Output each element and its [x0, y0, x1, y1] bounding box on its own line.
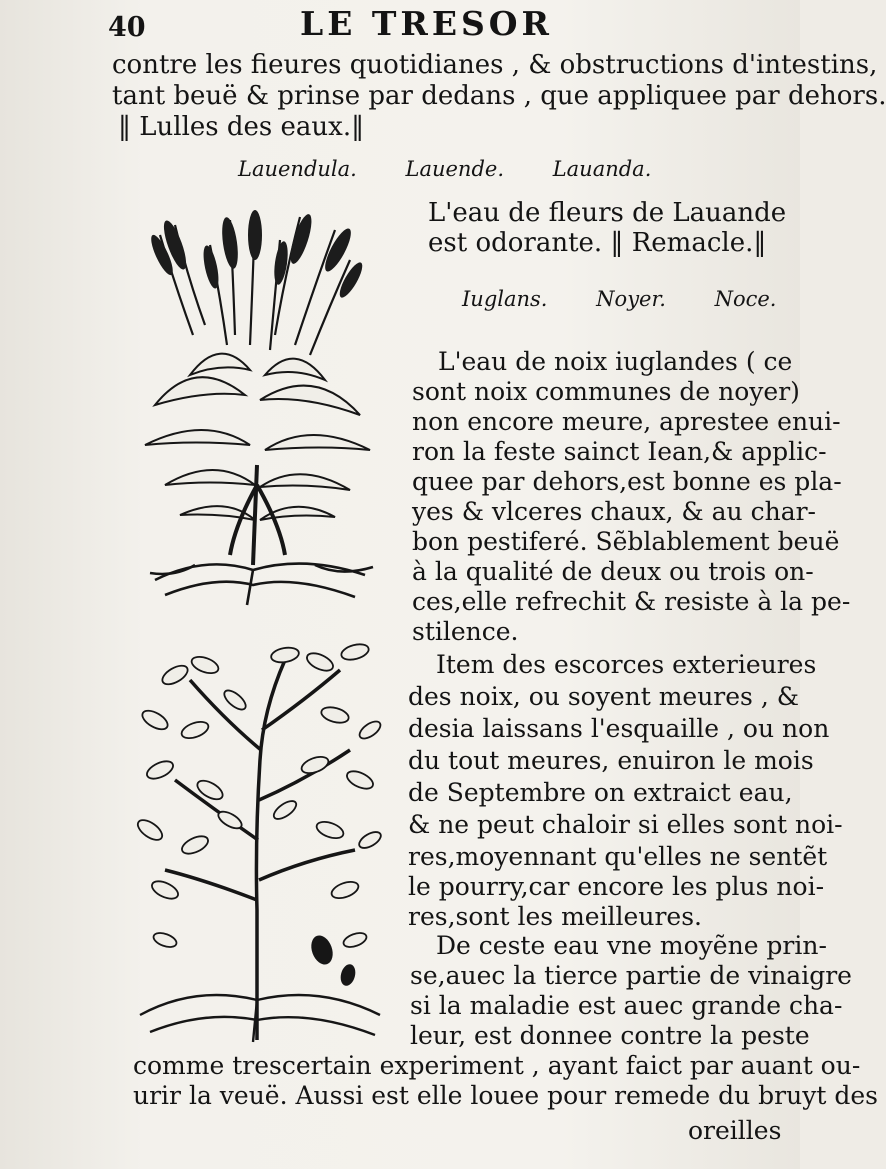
page-number: 40 [108, 12, 146, 43]
text-line: du tout meures, enuiron le mois [408, 746, 814, 775]
text-line: Item des escorces exterieures [436, 650, 817, 679]
text-line: res,sont les meilleures. [408, 902, 702, 931]
page-header [0, 4, 800, 44]
text-line: L'eau de noix iuglandes ( ce [438, 347, 793, 376]
plant-name-french: Lauende. [405, 157, 505, 181]
plant-name-latin: Iuglans. [462, 287, 548, 311]
walnut-tree-woodcut-illustration [135, 640, 385, 1045]
lavender-woodcut-illustration [135, 205, 380, 610]
text-line: De ceste eau vne moyẽne prin- [436, 931, 827, 960]
catchword: oreilles [688, 1116, 782, 1145]
text-line: le pourry,car encore les plus noi- [408, 872, 825, 901]
text-line: à la qualité de deux ou trois on- [412, 557, 814, 586]
plant-name-latin: Lauendula. [238, 157, 357, 181]
text-line: quee par dehors,est bonne es pla- [412, 467, 842, 496]
text-line: tant beuë & prinse par dedans , que appliquee par dehors. [112, 81, 886, 111]
lavender-plant-names [238, 157, 693, 181]
text-line: comme trescertain experiment , ayant faict par auant ou- [133, 1051, 861, 1080]
running-title: LE TRESOR [300, 4, 553, 43]
plant-name-french: Noyer. [596, 287, 666, 311]
text-line: bon pestiferé. Sẽblablement beuë [412, 527, 840, 556]
plant-name-italian: Lauanda. [552, 157, 652, 181]
text-line: res,moyennant qu'elles ne sentẽt [408, 842, 828, 871]
text-line: yes & vlceres chaux, & au char- [412, 497, 816, 526]
text-line: leur, est donnee contre la peste [410, 1021, 810, 1050]
text-line: L'eau de fleurs de Lauande [428, 198, 787, 228]
text-line: non encore meure, aprestee enui- [412, 407, 841, 436]
text-line: des noix, ou soyent meures , & [408, 682, 799, 711]
text-line: urir la veuë. Aussi est elle louee pour remede du bruyt des [133, 1081, 878, 1110]
text-line: ces,elle refrechit & resiste à la pe- [412, 587, 851, 616]
text-line: desia laissans l'esquaille , ou non [408, 714, 830, 743]
text-line: de Septembre on extraict eau, [408, 778, 793, 807]
text-line: se,auec la tierce partie de vinaigre [410, 961, 852, 990]
text-line: si la maladie est auec grande cha- [410, 991, 843, 1020]
text-line: est odorante. ‖ Remacle.‖ [428, 228, 767, 258]
text-line: stilence. [412, 617, 519, 646]
text-line: contre les fieures quotidianes , & obstructions d'intestins, [112, 50, 878, 80]
plant-name-italian: Noce. [714, 287, 777, 311]
walnut-plant-names [462, 287, 818, 311]
text-line: & ne peut chaloir si elles sont noi- [408, 810, 843, 839]
text-line: ron la feste sainct Iean,& applic- [412, 437, 827, 466]
text-line: sont noix communes de noyer) [412, 377, 800, 406]
source-citation: ‖ Lulles des eaux.‖ [118, 112, 365, 142]
